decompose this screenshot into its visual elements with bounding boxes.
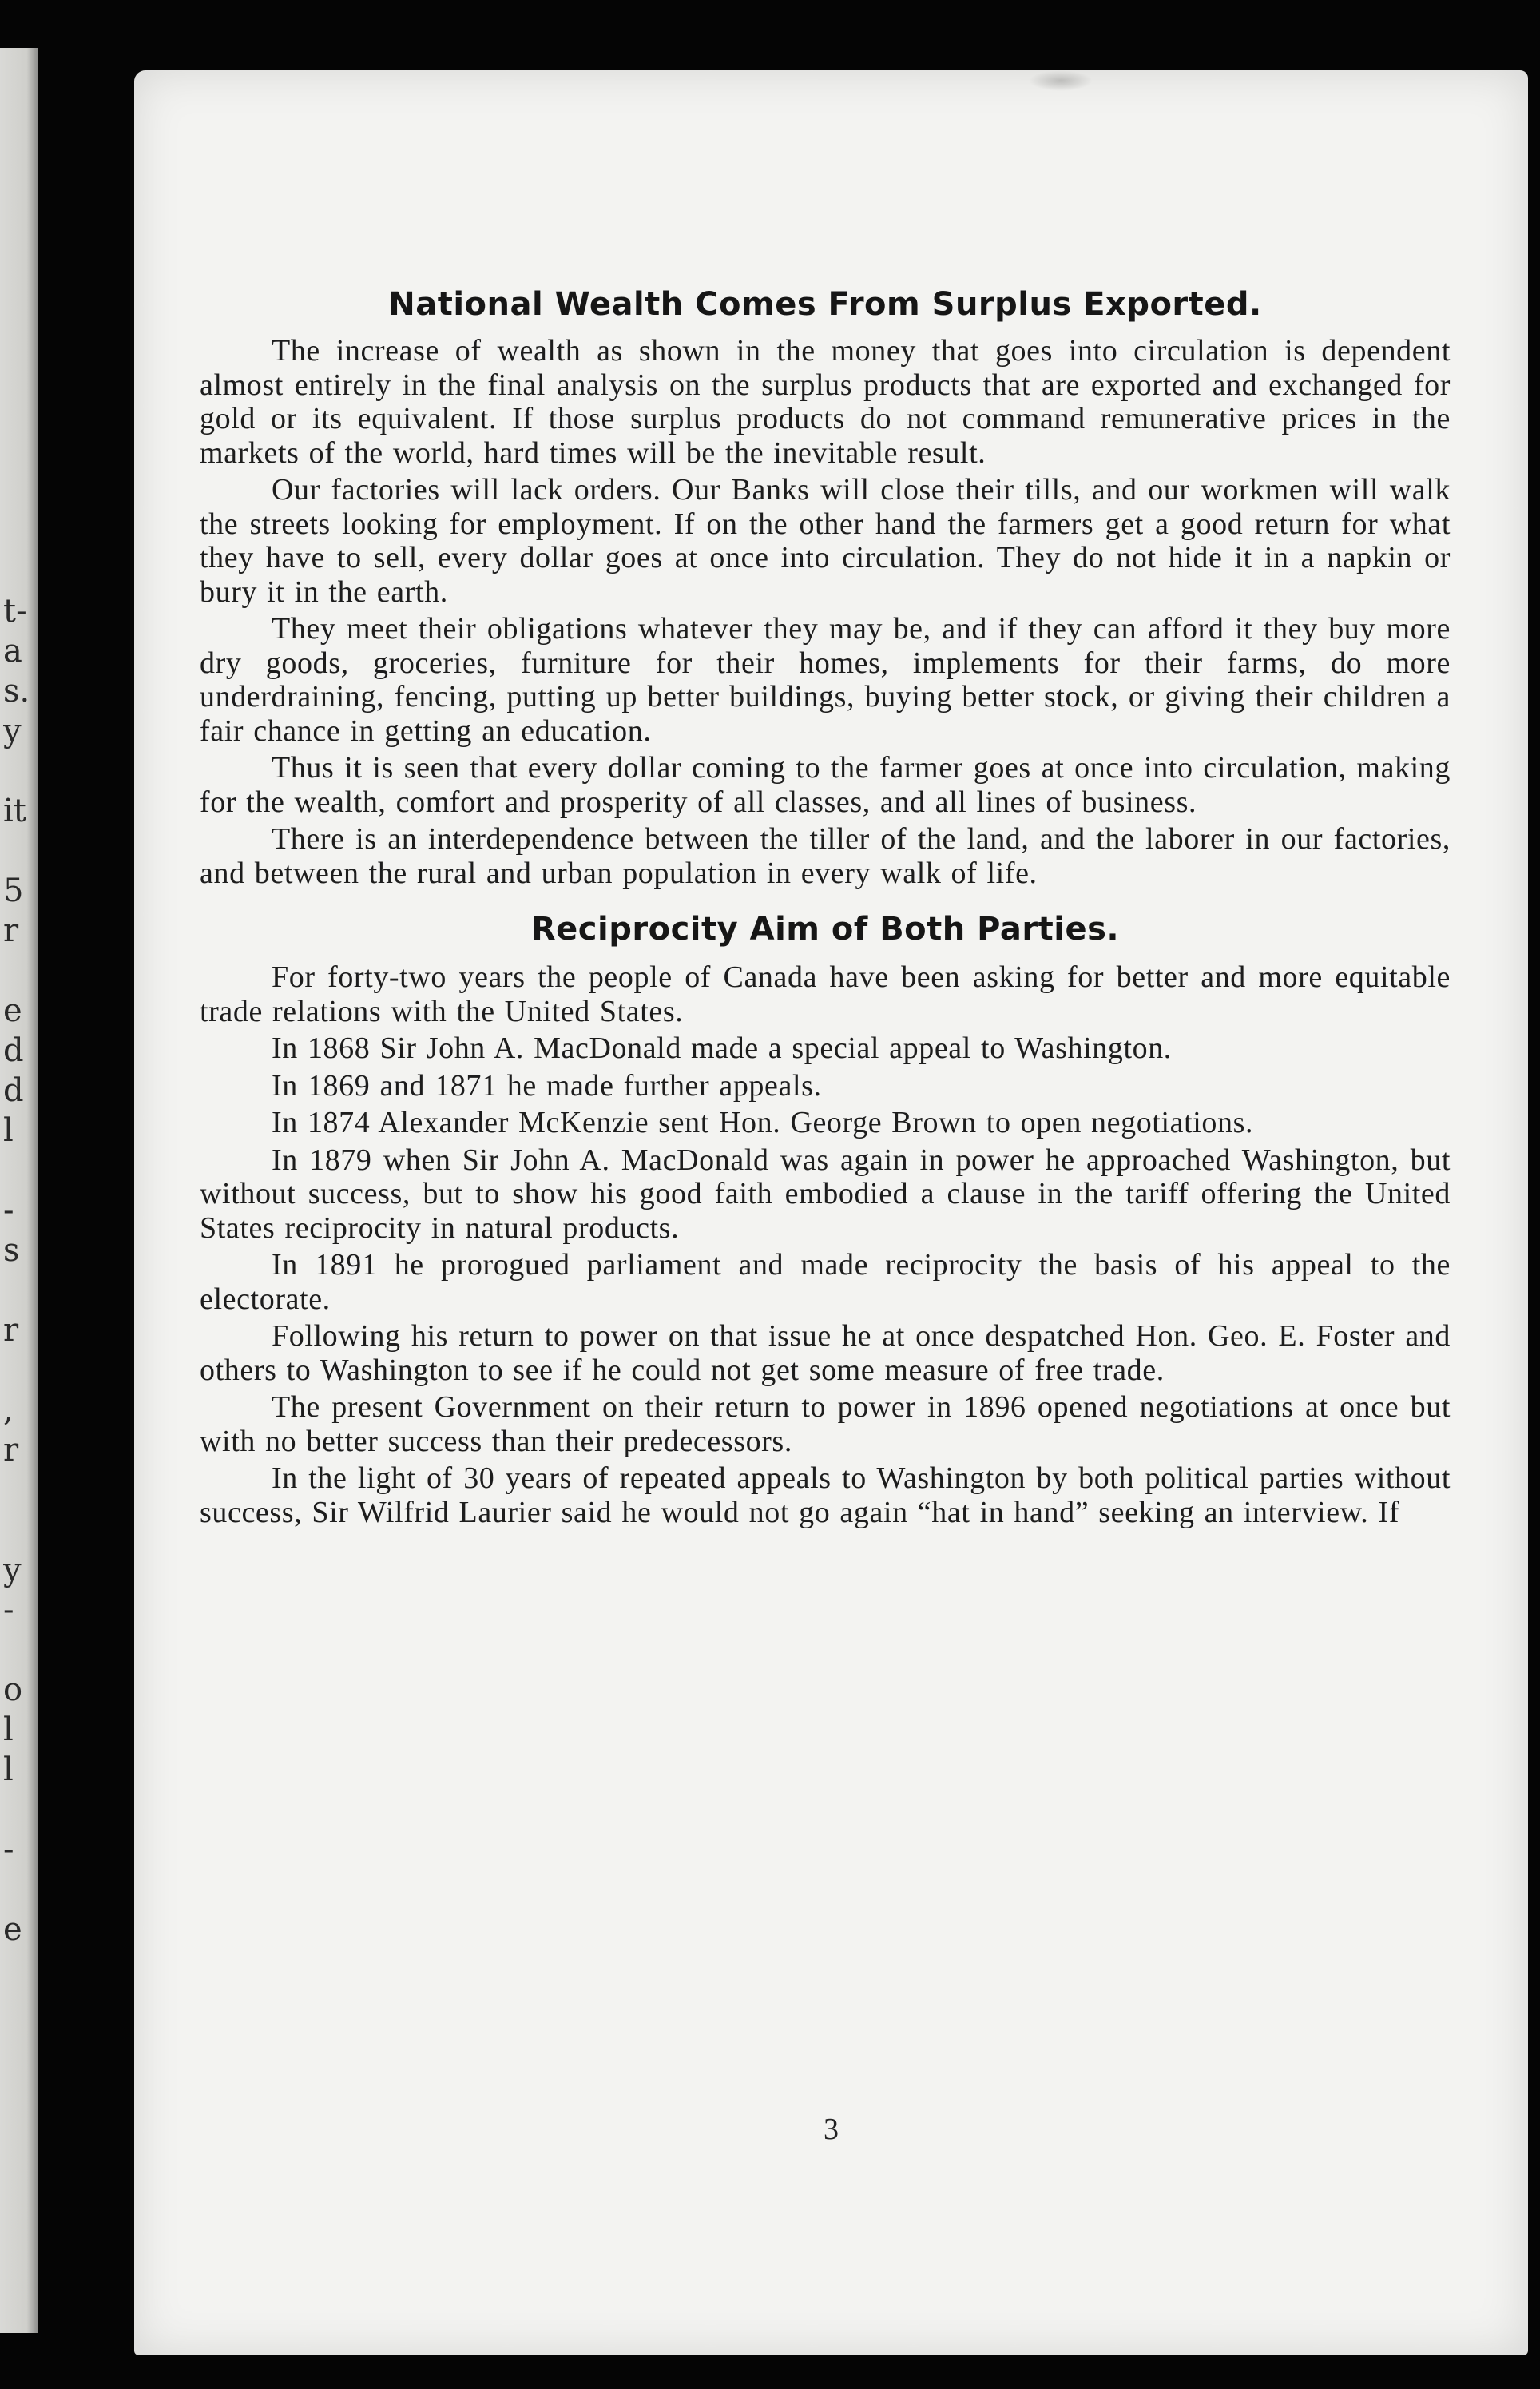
section-heading-reciprocity: Reciprocity Aim of Both Parties. xyxy=(530,911,1120,948)
adjacent-page-fragment xyxy=(3,1151,35,1191)
paragraph: In 1868 Sir John A. MacDonald made a special appeal to Washington. xyxy=(272,1032,1172,1065)
paragraph: Thus it is seen that every dollar coming to the farmer goes at once into circulation, making for the wealth, comfort and prosperity of all classes, and all lines of business. xyxy=(200,751,1451,819)
paragraph: There is an interdependence between the tiller of the land, and the laborer in our factories, and between the rural and urban population in every walk of life. xyxy=(200,822,1451,890)
adjacent-page-fragment: r xyxy=(3,912,19,949)
adjacent-page-fragment: - xyxy=(3,1192,14,1229)
adjacent-page-fragment: , xyxy=(3,1392,14,1429)
paragraph: The present Government on their return to power in 1896 opened negotiations at once but with no better success than their predecessors. xyxy=(200,1390,1451,1458)
adjacent-page-fragment xyxy=(3,1870,35,1910)
adjacent-page-fragment xyxy=(3,1790,35,1830)
adjacent-page-edge xyxy=(0,48,38,2333)
adjacent-page-fragment xyxy=(3,1630,35,1670)
adjacent-page-fragment: t- xyxy=(3,593,27,630)
adjacent-page-fragment xyxy=(3,1350,35,1390)
document-page xyxy=(134,70,1528,2355)
adjacent-page-fragment: - xyxy=(3,1592,14,1628)
adjacent-page-fragment: - xyxy=(3,1831,14,1868)
adjacent-page-fragment xyxy=(3,1470,35,1510)
adjacent-page-fragment: y xyxy=(3,1552,22,1588)
paper-blemish xyxy=(1029,70,1093,91)
paragraph: In the light of 30 years of repeated appeals to Washington by both political parties without success, Sir Wilfrid Laurier said he would not go again “hat in hand” seeking an interview. If xyxy=(200,1461,1451,1529)
adjacent-page-fragment: e xyxy=(3,1911,22,1948)
adjacent-page-fragment xyxy=(3,1270,35,1310)
adjacent-page-fragment: e xyxy=(3,992,22,1029)
adjacent-page-fragment: d xyxy=(3,1032,24,1069)
adjacent-page-fragment: s xyxy=(3,1232,20,1269)
adjacent-page-fragment: s. xyxy=(3,673,30,710)
page-body xyxy=(200,286,1451,1532)
paragraph: For forty-two years the people of Canada have been asking for better and more equitable trade relations with the United States. xyxy=(200,960,1451,1028)
paragraph: The increase of wealth as shown in the money that goes into circulation is dependent almost entirely in the final analysis on the surplus products that are exported and exchanged for gold or its equivalent. If those surplus products do not command remunerative prices in the markets of the world, hard times will be the inevitable result. xyxy=(200,334,1451,470)
adjacent-page-fragment xyxy=(3,1510,35,1550)
paragraph: In 1891 he prorogued parliament and made reciprocity the basis of his appeal to the electorate. xyxy=(200,1248,1451,1316)
adjacent-page-fragment: o xyxy=(3,1672,23,1708)
adjacent-page-fragment xyxy=(3,751,35,791)
paragraph: Our factories will lack orders. Our Banks will close their tills, and our workmen will walk the streets looking for employment. If on the other hand the farmers get a good return for what they have to sell, every dollar goes at once into circulation. They do not hide it in a napkin or bury it in the earth. xyxy=(200,473,1451,609)
paragraph: In 1879 when Sir John A. MacDonald was again in power he approached Washington, but without success, but to show his good faith embodied a clause in the tariff offering the United States reciprocity in natural products. xyxy=(200,1143,1451,1245)
adjacent-page-fragment: r xyxy=(3,1432,19,1469)
adjacent-page-fragment xyxy=(3,951,35,991)
paragraph: They meet their obligations whatever they may be, and if they can afford it they buy more dry goods, groceries, furniture for their homes, implements for their farms, do more underdraining, fencing, putting up better buildings, buying better stock, or giving their children a fair chance in getting an education. xyxy=(200,612,1451,748)
adjacent-page-fragment: r xyxy=(3,1312,19,1349)
adjacent-page-fragment: d xyxy=(3,1072,24,1109)
section-heading-national-wealth: National Wealth Comes From Surplus Exported. xyxy=(388,286,1262,323)
adjacent-page-fragment: y xyxy=(3,713,22,749)
adjacent-page-fragment: 5 xyxy=(3,873,24,909)
adjacent-page-fragment: it xyxy=(3,793,26,829)
paragraph: Following his return to power on that issue he at once despatched Hon. Geo. E. Foster and others to Washington to see if he could not get some measure of free trade. xyxy=(200,1319,1451,1387)
page-number: 3 xyxy=(824,2113,839,2146)
paragraph: In 1874 Alexander McKenzie sent Hon. George Brown to open negotiations. xyxy=(272,1106,1254,1139)
adjacent-page-fragment: l xyxy=(3,1112,14,1149)
paragraph: In 1869 and 1871 he made further appeals. xyxy=(272,1068,822,1103)
adjacent-page-fragment: l xyxy=(3,1711,14,1748)
adjacent-page-text-fragments xyxy=(3,591,35,1950)
adjacent-page-fragment: a xyxy=(3,633,22,670)
adjacent-page-fragment xyxy=(3,831,35,871)
adjacent-page-fragment: l xyxy=(3,1751,14,1788)
